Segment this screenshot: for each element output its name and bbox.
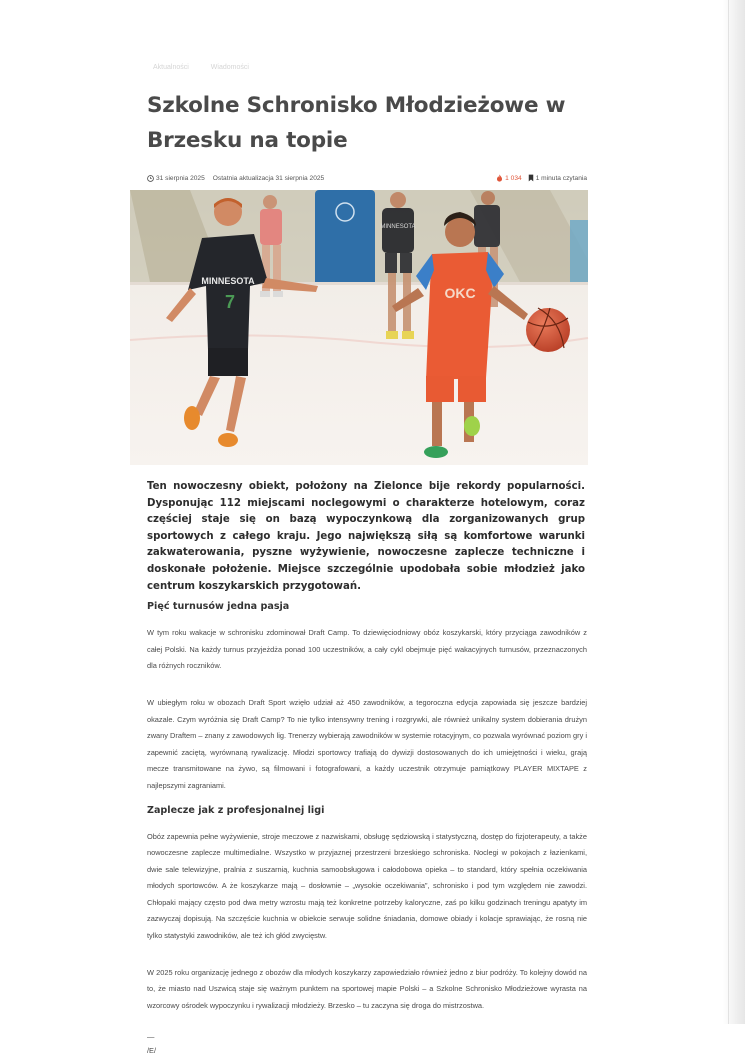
section-heading-2: Zaplecze jak z profesjonalnej ligi (147, 804, 325, 816)
paragraph-4: W 2025 roku organizację jednego z obozów dla młodych koszykarzy zapowiedziało również jedno z biur podróży. To kolejny dowód na to, że miasto nad Uszwicą staje się ważnym punktem na sportowej mapie Polski – a Szkolne Schronisko Młodzieżowe wyrasta na wzorcowy ośrodek wypoczynku i rywalizacji młodzieży. Brzesko – tu zaczyna się droga do mistrzostwa. (147, 967, 587, 1010)
page-title: Szkolne Schronisko Młodzieżowe w Brzesku na topie (147, 93, 566, 153)
publish-date (147, 175, 205, 182)
paragraph-3: Obóz zapewnia pełne wyżywienie, stroje meczowe z nazwiskami, obsługę sędziowską i statystyczną, dostęp do fizjoterapeuty, a także nowoczesne zaplecze multimedialne. Wszystko w przyjaznej przestrzeni brzeskiego schroniska. Noclegi w pokojach z łazienkami, dwie sale telewizyjne, pralnia z suszarnią, kuchnia samoobsługowa i całodobowa opieka – to standard, który spełnia oczekiwania młodych sportowców. A że koszykarze mają – dosłownie – „wysokie oczekiwania”, schronisko i pod tym względem nie zawodzi. Chłopaki mający często pod dwa metry wzrostu mają też konkretne potrzeby kaloryczne, zaś po kilku godzinach treningu apatyty im zazwyczaj dopisują. Na szczęście kuchnia w obiekcie serwuje solidne śniadania, domowe obiady i kolacje sprawiając, że rosną nie tylko statystyki zawodników, ale też ich głód zwycięstw. (147, 831, 587, 941)
views-count (496, 174, 522, 182)
photo-jersey-right: OKC (444, 285, 476, 301)
breadcrumb-item-messages[interactable]: Wiadomości (210, 64, 249, 71)
section-heading-1: Pięć turnusów jedna pasja (147, 601, 290, 613)
photo-jersey-left: MINNESOTA (201, 276, 255, 286)
views-count-text: 1 034 (505, 174, 522, 182)
read-time-text: 1 minuta czytania (535, 174, 587, 182)
basketball-photo (130, 190, 588, 465)
photo-jersey-back: MINNESOTA (380, 224, 416, 230)
hero-photo (130, 190, 588, 465)
flame-icon (496, 174, 503, 182)
photo-jersey-left-number: 7 (224, 292, 236, 312)
breadcrumb-item-news[interactable]: Aktualności (153, 64, 189, 71)
signature: /E/ (147, 1046, 157, 1056)
scan-edge-line (728, 0, 729, 1024)
signature-block (147, 1030, 587, 1058)
article (147, 64, 587, 1058)
paragraph-spacer (147, 675, 587, 691)
paragraph-spacer (147, 945, 587, 961)
scan-edge-shadow (723, 0, 745, 1024)
breadcrumb (153, 64, 587, 76)
clock-icon (147, 175, 154, 182)
article-meta (147, 172, 587, 184)
bookmark-icon (528, 174, 534, 182)
updated-date: Ostatnia aktualizacja 31 sierpnia 2025 (212, 174, 325, 182)
read-time (528, 174, 587, 182)
paragraph-2: W ubiegłym roku w obozach Draft Sport wzięło udział aż 450 zawodników, a tegoroczna edycja zapowiada się jeszcze bardziej okazale. Czym wyróżnia się Draft Camp? To nie tylko intensywny trening i rozgrywki, ale również unikalny system dobierania drużyn zwany Draftem – znany z zawodowych lig. Trenerzy wybierają zawodników w systemie rotacyjnym, co pozwala wyrównać poziom gry i zapewnić zaciętą, wyrównaną rywalizację. Młodzi sportowcy trafiają do dywizji dostosowanych do ich umiejętności i wieku, grają mecze transmitowane na żywo, są filmowani i fotografowani, a każdy uczestnik otrzymuje pamiątkowy PLAYER MIXTAPE z najlepszymi zagraniami. (147, 697, 587, 790)
signature-dash: — (147, 1032, 155, 1042)
publish-date-text: 31 sierpnia 2025 (156, 174, 205, 182)
article-lead: Ten nowoczesny obiekt, położony na Zielonce bije rekordy popularności. Dysponując 112 miejscami noclegowymi o charakterze hotelowym, coraz częściej staje się on bazą wypoczynkową dla zorganizowanych grup sportowych z całego kraju. Jego największą siłą są komfortowe warunki zakwaterowania, pyszne wyżywienie, nowoczesne zaplecze techniczne i doskonałe położenie. Miejsce szczególnie upodobała sobie młodzież jako centrum koszykarskich przygotowań. (147, 481, 585, 592)
paragraph-1: W tym roku wakacje w schronisku zdominował Draft Camp. To dziewięciodniowy obóz koszykarski, który przyciąga zawodników z całej Polski. Na każdy turnus przyjeżdża ponad 100 uczestników, a cały cykl obejmuje pięć wakacyjnych turnusów, przeznaczonych dla różnych roczników. (147, 628, 587, 671)
